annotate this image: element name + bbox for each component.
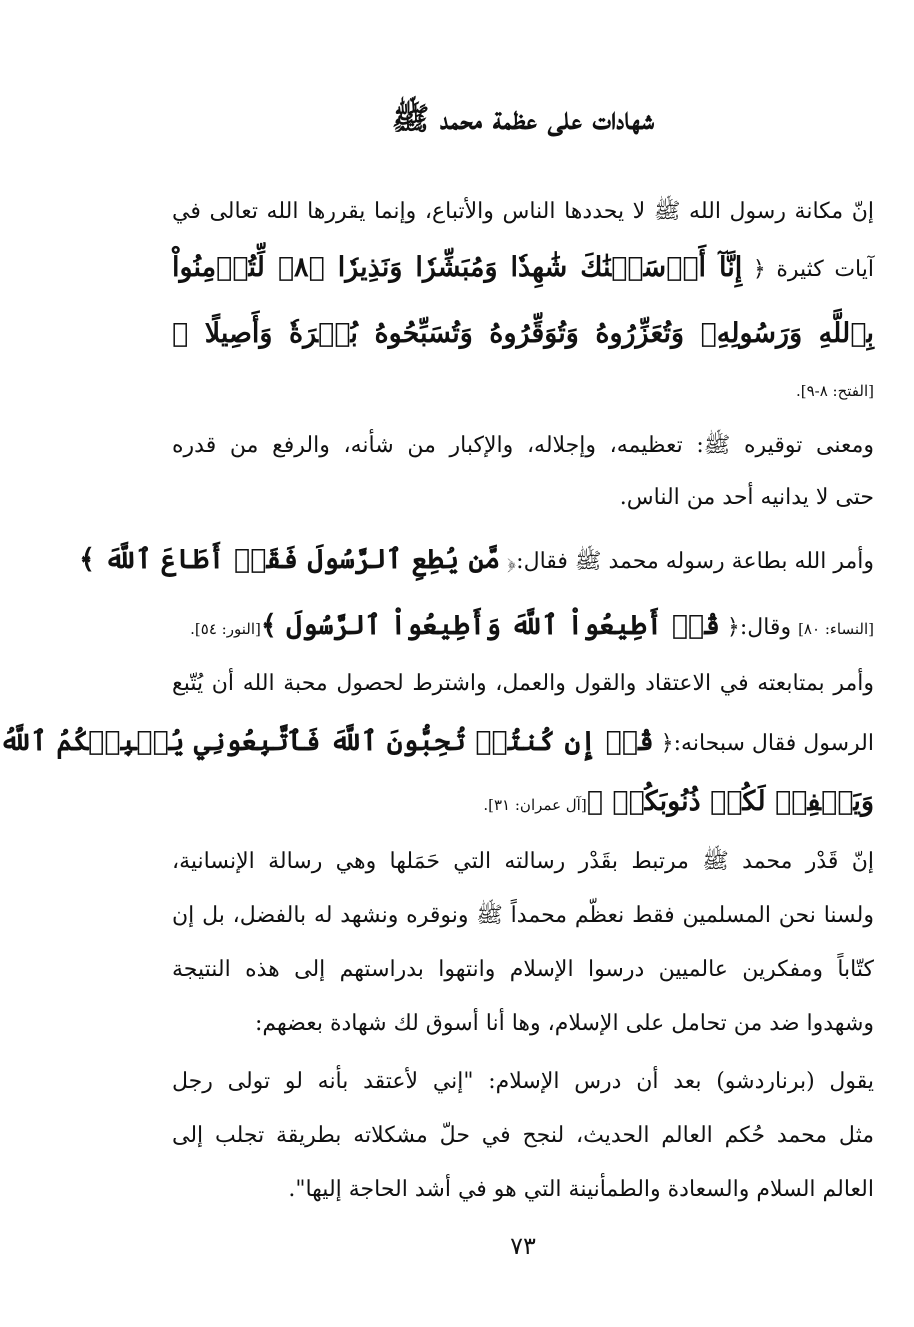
verse-reference: [النور: ٥٤]. [190,620,261,638]
quran-verse: قُلۡ إِن كُنتُمۡ تُحِبُّونَ ٱللَّهَ فَٱتَّبِعُونِي يُحۡبِبۡكُمُ ٱللَّهُ [0,726,654,757]
text-line: حتى لا يدانيه أحد من الناس. [619,485,874,510]
quran-verse: وَيَغۡفِرۡ لَكُمۡ ذُنُوبَكُمۡ ﴾ [586,786,874,817]
quran-verse: قُلۡ أَطِيعُواْ ٱللَّهَ وَأَطِيعُواْ ٱلرَّسُولَ ﴾ [260,610,720,641]
verse-reference: [آل عمران: ٣١]. [483,796,587,814]
text-line: العالم السلام والسعادة والطمأنينة التي هو في أشد الحاجة إليها". [288,1177,874,1202]
text-segment: وأمر الله بطاعة رسوله محمد ﷺ فقال:﴿ [507,549,874,574]
text-line: كتّاباً ومفكرين عالميين درسوا الإسلام وانتهوا بدراستهم إلى هذه النتيجة [172,957,874,982]
text-segment: الرسول فقال سبحانه:﴿ [653,731,874,756]
text-line: وشهدوا ضد من تحامل على الإسلام، وها أنا أسوق لك شهادة بعضهم: [254,1011,874,1036]
text-line: إنّ مكانة رسول الله ﷺ لا يحددها الناس والأتباع، وإنما يقررها الله تعالى في [172,199,874,224]
quran-verse: إِنَّآ أَرۡسَلۡنَٰكَ شَٰهِدٗا وَمُبَشِّرٗا وَنَذِيرٗا ﴿٨﴾ لِّتُؤۡمِنُواْ [172,252,743,283]
text-line [172,782,874,825]
text-line: وأمر بمتابعته في الاعتقاد والقول والعمل، واشترط لحصول محبة الله أن يُتّبع [172,671,874,696]
quran-verse: مَّن يُطِعِ ٱلرَّسُولَ فَقَدۡ أَطَاعَ ٱللَّهَ ﴾ [79,544,501,575]
text-line: مثل محمد حُكم العالم الحديث، لنجح في حلّ مشكلاته بطريقة تجلب إلى [172,1123,874,1148]
text-line [172,248,874,290]
text-line [0,722,874,764]
verse-reference: [الفتح: ٨-٩]. [795,382,874,400]
quran-verse: بِٱللَّهِ وَرَسُولِهِۦ وَتُعَزِّرُوهُ وَتُوَقِّرُوهُ وَتُسَبِّحُوهُ بُكۡرَةٗ وَأَصِيلًا ﴾ [172,318,874,349]
text-segment: آيات كثيرة ﴿ [752,257,874,282]
text-line [172,314,874,356]
page-number: ٧٣ [510,1232,536,1260]
page-title: شهادات على عظمة محمد ﷺ [391,101,655,137]
text-line: يقول (برناردشو) بعد أن درس الإسلام: "إني لأعتقد بأنه لو تولى رجل [172,1069,874,1094]
text-segment: وقال:﴿ [719,615,799,640]
text-line [172,370,874,411]
text-line [79,540,874,582]
verse-reference: [النساء: ٨٠] [798,620,874,638]
text-line: إنّ قَدْر محمد ﷺ مرتبط بقَدْر رسالته التي حَمَلها وهي رسالة الإنسانية، [172,849,874,874]
text-line: ومعنى توقيره ﷺ: تعظيمه، وإجلاله، والإكبار من شأنه، والرفع من قدره [172,433,874,458]
text-line: ولسنا نحن المسلمين فقط نعظّم محمداً ﷺ ونوقره ونشهد له بالفضل، بل إن [172,903,874,928]
text-line [172,606,874,649]
